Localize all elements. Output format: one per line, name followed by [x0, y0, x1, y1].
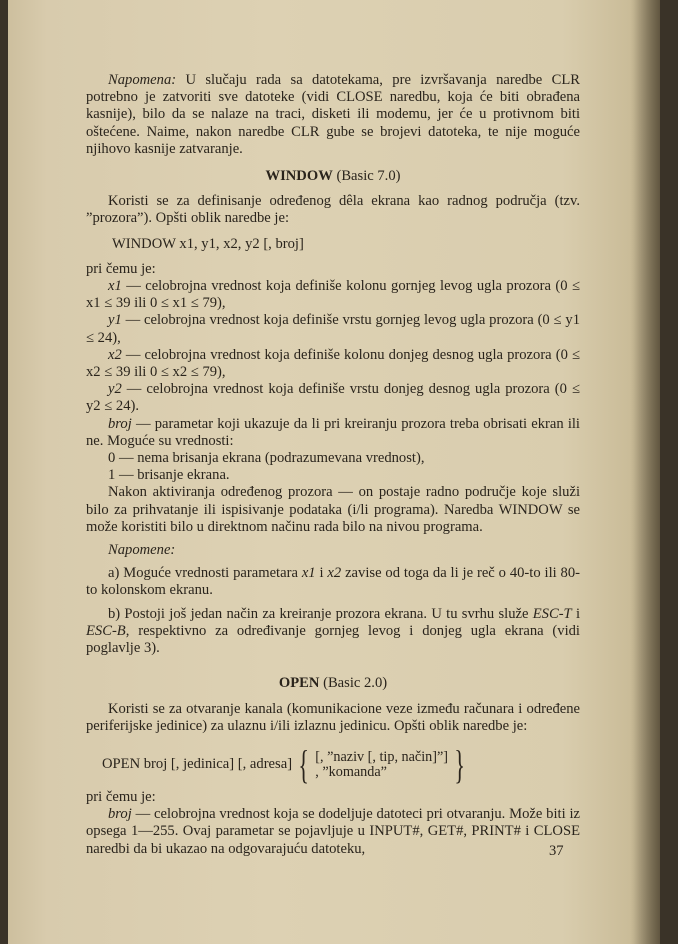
window-heading	[86, 168, 580, 185]
window-param-text: — parametar koji ukazuje da li pri kreiranju prozora treba obrisati ekran ili ne. Moguće su vrednosti:	[86, 415, 580, 449]
open-broj-param	[86, 806, 580, 858]
window-syntax: WINDOW x1, y1, x2, y2 [, broj]	[112, 235, 304, 252]
window-pri-cemu: pri čemu je:	[86, 260, 156, 277]
note-a-x1: x1	[301, 565, 316, 582]
page-text	[86, 72, 580, 858]
open-pri-cemu: pri čemu je:	[86, 788, 156, 805]
window-param-text: — celobrojna vrednost koja definiše vrstu donjeg desnog ugla prozora (0 ≤ y2 ≤ 24).	[86, 381, 580, 415]
open-broj-name: broj	[108, 806, 132, 823]
window-param-text: — celobrojna vrednost koja definiše vrstu gornjeg levog ugla prozora (0 ≤ y1 ≤ 24),	[86, 312, 580, 346]
note-a-text-2: i	[315, 565, 328, 582]
window-param-name: broj	[108, 415, 132, 432]
note-b-text-1: b) Postoji još jedan način za kreiranje prozora ekrana. U tu svrhu služe	[108, 605, 533, 622]
window-param-name: x2	[108, 346, 122, 363]
open-heading-basic: (Basic 2.0)	[323, 675, 388, 692]
open-intro: Koristi se za otvaranje kanala (komunikacione veze između računara i određene periferijske jedinice) za ulaznu i/ili izlaznu jedinicu. Opšti oblik naredbe je:	[86, 700, 580, 734]
book-page	[8, 0, 660, 944]
window-note-a	[86, 565, 580, 599]
window-param-0	[86, 278, 580, 312]
window-note-b	[86, 606, 580, 658]
window-value-1: 1 — brisanje ekrana.	[108, 467, 230, 484]
right-brace-icon: }	[454, 741, 465, 787]
window-param-2	[86, 347, 580, 381]
page-number: 37	[549, 843, 564, 859]
window-param-4	[86, 416, 580, 450]
window-heading-name: WINDOW	[265, 168, 333, 185]
note-b-text-2: i	[571, 605, 581, 622]
napomena-text: U slučaju rada sa datotekama, pre izvršavanja naredbe CLR potrebno je zatvoriti sve datoteke (vidi CLOSE naredbu, koja će biti obrađena kasnije), bilo da se nalaze na traci, disketi ili modemu, jer će u protivnom biti oštećene. Naime, nakon naredbe CLR gube se brojevi datoteka, te nije moguće njihovo kasnije zatvaranje.	[86, 72, 580, 157]
napomena-label: Napomena:	[108, 72, 177, 88]
window-napomene-label: Napomene:	[108, 542, 176, 559]
binding-shadow	[630, 0, 660, 944]
window-value-0: 0 — nema brisanja ekrana (podrazumevana vrednost),	[108, 450, 425, 467]
window-param-1	[86, 312, 580, 346]
note-b-esc-t: ESC-T	[532, 605, 572, 622]
napomena-paragraph	[86, 72, 580, 158]
window-param-3	[86, 381, 580, 415]
open-syntax	[102, 741, 580, 787]
note-a-text-3: zavise od toga da li je reč o 40-to ili 80-to kolonskom ekranu.	[86, 565, 581, 599]
window-param-name: x1	[108, 278, 122, 295]
window-heading-basic: (Basic 7.0)	[336, 168, 401, 185]
note-a-x2: x2	[327, 565, 342, 582]
window-intro: Koristi se za definisanje određenog dêla ekrana kao radnog područja (tzv. ”prozora”). Opšti oblik naredbe je:	[86, 193, 580, 227]
open-syntax-alt-1: [, ”naziv [, tip, način]”]	[315, 748, 449, 765]
note-b-esc-b: ESC-B	[86, 622, 126, 639]
open-broj-text: — celobrojna vrednost koja se dodeljuje datoteci pri otvaranju. Može biti iz opsega 1—255. Ovaj parametar se pojavljuje u INPUT#, GET#, PRINT# i CLOSE naredbi da bi ukazao na odgovarajuću datoteku,	[86, 806, 580, 857]
open-heading-name: OPEN	[278, 675, 320, 692]
open-syntax-alt-2: , ”komanda”	[315, 763, 387, 780]
note-a-text-1: a) Moguće vrednosti parametara	[108, 565, 302, 582]
open-syntax-alternatives	[315, 750, 448, 780]
window-param-text: — celobrojna vrednost koja definiše kolonu gornjeg levog ugla prozora (0 ≤ x1 ≤ 39 ili 0 ≤ x1 ≤ 79),	[86, 278, 580, 312]
open-heading	[86, 675, 580, 692]
open-syntax-main: OPEN broj [, jedinica] [, adresa]	[102, 756, 293, 773]
left-brace-icon: {	[298, 741, 309, 787]
note-b-text-3: , respektivno za određivanje gornjeg levog i donjeg ugla ekrana (vidi poglavlje 3).	[86, 622, 580, 657]
window-param-name: y1	[108, 312, 122, 329]
window-after: Nakon aktiviranja određenog prozora — on postaje radno područje koje služi bilo za prihvatanje ili ispisivanje podataka (i/li programa). Naredba WINDOW se može koristiti bilo u direktnom načinu rada bilo na nivou programa.	[86, 484, 580, 535]
window-param-name: y2	[108, 381, 122, 398]
window-param-text: — celobrojna vrednost koja definiše kolonu donjeg desnog ugla prozora (0 ≤ x2 ≤ 39 ili 0 ≤ x2 ≤ 79),	[86, 346, 580, 381]
window-param-list	[86, 278, 580, 450]
